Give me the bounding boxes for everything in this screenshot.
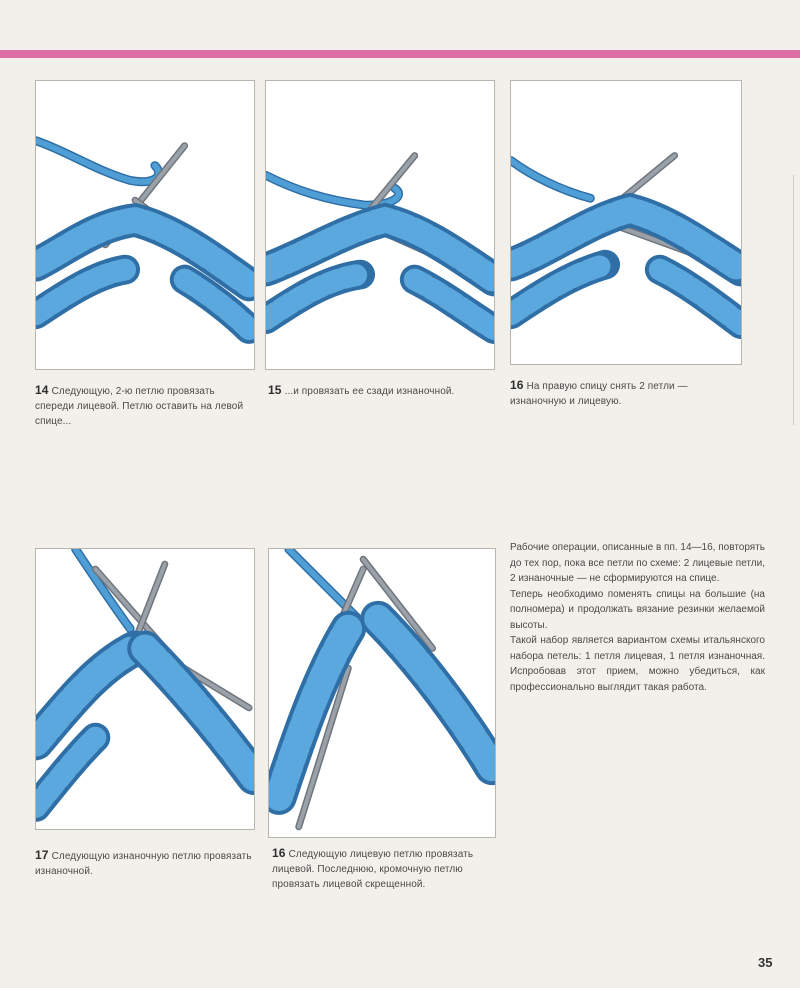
illustration-step-16: [510, 80, 742, 365]
illustration-step-14: [35, 80, 255, 370]
step-text: Следующую изнаночную петлю провязать изнаночной.: [35, 851, 252, 877]
page-number: 35: [758, 955, 773, 970]
body-paragraph: Такой набор является вариантом схемы итальянского набора петель: 1 петля лицевая, 1 петля изнаночная. Испробовав этот прием, можно убедиться, как профессионально выглядит такая работа.: [510, 635, 765, 693]
body-paragraph: Теперь необходимо поменять спицы на большие (на полномера) и продолжать вязание резинки желаемой высоты.: [510, 588, 765, 631]
illustration-step-15: [265, 80, 495, 370]
caption-step-14: [35, 383, 255, 429]
step-number: 16: [272, 846, 286, 860]
page-edge-mark: [793, 175, 800, 425]
step-number: 17: [35, 848, 49, 862]
step-text: Следующую, 2-ю петлю провязать спереди лицевой. Петлю оставить на левой спице...: [35, 386, 244, 427]
step-number: 14: [35, 383, 49, 397]
step-text: Следующую лицевую петлю провязать лицевой. Последнюю, кромочную петлю провязать лицевой скрещенной.: [272, 849, 474, 890]
illustration-step-16-second: [268, 548, 496, 838]
caption-step-15: [268, 383, 493, 399]
pink-header-rule: [0, 50, 800, 58]
instructions-body: [510, 540, 765, 695]
step-text: На правую спицу снять 2 петли — изнаночную и лицевую.: [510, 381, 688, 407]
caption-step-16: [510, 378, 742, 409]
step-number: 15: [268, 383, 282, 397]
step-text: ...и провязать ее сзади изнаночной.: [284, 386, 455, 397]
step-number: 16: [510, 378, 524, 392]
caption-step-16-second: [272, 846, 497, 892]
illustration-step-17: [35, 548, 255, 830]
caption-step-17: [35, 848, 255, 879]
body-paragraph: Рабочие операции, описанные в пп. 14—16, повторять до тех пор, пока все петли по схеме: 2 лицевые петли, 2 изнаночные — не сформируются на спице.: [510, 542, 765, 584]
